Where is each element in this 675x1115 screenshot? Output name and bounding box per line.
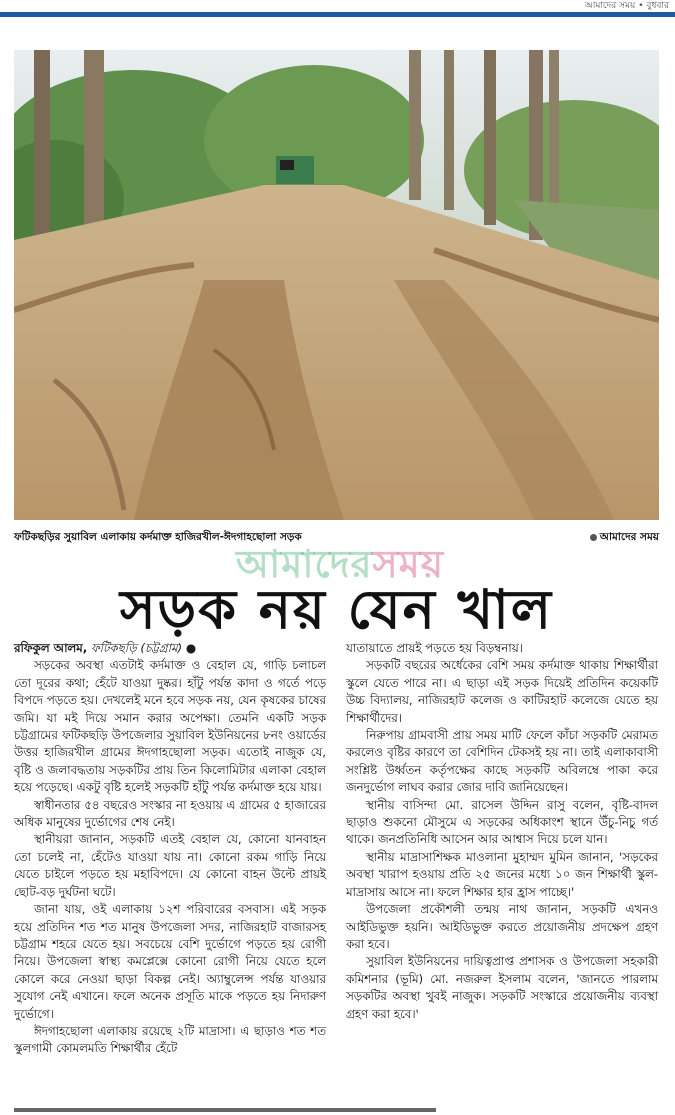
article-column-right bbox=[346, 640, 658, 1023]
paragraph: ঈদগাহছোলা এলাকায় রয়েছে ২টি মাদ্রাসা। এ ছাড়াও শত শত স্কুলগামী কোমলমতি শিক্ষার্থীর হেঁটে bbox=[14, 1023, 326, 1056]
paragraph: সড়কটি বছরের অর্ধেকের বেশি সময় কর্দমাক্ত থাকায় শিক্ষার্থীরা স্কুলে যেতে পারে না। এ ছাড়া এই সড়ক দিয়েই প্রতিদিন কয়েকটি উচ্চ বিদ্যালয়, নাজিরহাট কলেজ ও কাটিরহাট কলেজে যেতে হয় শিক্ষার্থীদের। bbox=[346, 658, 658, 725]
paragraph: স্থানীয় মাদ্রাসাশিক্ষক মাওলানা মুহাম্মদ মুমিন জানান, 'সড়কের অবস্থা খারাপ হওয়ায় প্রতি ২৫ জনের মধ্যে ১০ জন শিক্ষার্থী স্কুল-মাদ্রাসায় আসে না। ফলে শিক্ষার হার হ্রাস পাচ্ছে।' bbox=[346, 849, 658, 899]
byline-place: ফটিকছড়ি (চট্টগ্রাম) bbox=[90, 641, 183, 655]
paragraph: যাতায়াতে প্রায়ই পড়তে হয় বিড়ম্বনায়। bbox=[346, 641, 523, 655]
byline-author: রফিকুল আলম, bbox=[14, 641, 88, 655]
photo-caption: ফটিকছড়ির সুয়াবিল এলাকায় কর্দমাক্ত হাজিরখীল-ঈদগাহছোলা সড়ক bbox=[14, 531, 302, 543]
photo-credit bbox=[590, 530, 659, 547]
masthead-text: আমাদের সময় • বুধবার bbox=[584, 1, 669, 11]
paragraph: স্থানীয়রা জানান, সড়কটি এতই বেহাল যে, কোনো যানবাহন তো চলেই না, হেঁটেও যাওয়া যায় না। কোনো রকম গাড়ি নিয়ে যেতে চাইলে পড়তে হয় মহাবিপদে। যে কোনো বাহন উল্টে প্রায়ই ছোট-বড় দুর্ঘটনা ঘটে। bbox=[14, 832, 326, 899]
paragraph: সড়কের অবস্থা এতটাই কর্দমাক্ত ও বেহাল যে, গাড়ি চলাচল তো দূরের কথা; হেঁটে যাওয়া দুষ্কর। হাঁটু পর্যন্ত কাদা ও গর্তে পড়ে বিপদে পড়তে হয়। দেখলেই মনে হবে সড়ক নয়, যেন কৃষকের চাষের জমি। যা মই দিয়ে সমান করার অপেক্ষা। তেমনি একটি সড়ক চট্টগ্রামের ফটিকছড়ি উপজেলার সুয়াবিল ইউনিয়নের ৮নং ওয়ার্ডের উত্তর হাজিরখীল গ্রামের ঈদগাহছোলা সড়ক। এতোই নাজুক যে, বৃষ্টি ও জলাবদ্ধতায় সড়কটির প্রায় তিন কিলোমিটার এলাকা বেহাল হয়ে পড়েছে। একটু বৃষ্টি হলেই সড়কটি হাঁটু পর্যন্ত কর্দমাক্ত হয়ে যায়। bbox=[14, 658, 326, 795]
watermark-part2: সময় bbox=[372, 542, 445, 586]
article-column-left bbox=[14, 640, 326, 1058]
bullet-icon bbox=[590, 534, 597, 541]
masthead-bar bbox=[0, 0, 675, 18]
paragraph: স্থানীয় বাসিন্দা মো. রাসেল উদ্দিন রাসু বলেন, বৃষ্টি-বাদল ছাড়াও শুকনো মৌসুমে এ সড়কের অধিকাংশ স্থানে উঁচু-নিচু গর্ত থাকে। জনপ্রতিনিধি আসেন আর আশ্বাস দিয়ে চলে যান। bbox=[346, 797, 658, 847]
paragraph: সুয়াবিল ইউনিয়নের দায়িত্বপ্রাপ্ত প্রশাসক ও উপজেলা সহকারী কমিশনার (ভূমি) মো. নজরুল ইসলাম বলেন, 'জানতে পারলাম সড়কটির অবস্থা খুবই নাজুক। সড়কটি সংস্কারে প্রয়োজনীয় ব্যবস্থা গ্রহণ করা হবে।' bbox=[346, 954, 658, 1021]
photo-credit-text: আমাদের সময় bbox=[599, 531, 659, 543]
paragraph: উপজেলা প্রকৌশলী তন্ময় নাথ জানান, সড়কটি এখনও আইডিভুক্ত হয়নি। আইডিভুক্ত করতে প্রয়োজনীয় প্রদক্ষেপ গ্রহণ করা হবে। bbox=[346, 902, 658, 951]
muddy-road-photo bbox=[14, 50, 659, 520]
news-photo bbox=[14, 50, 659, 520]
paragraph: জানা যায়, ওই এলাকায় ১২শ পরিবারের বসবাস। এই সড়ক হয়ে প্রতিদিন শত শত মানুষ উপজেলা সদর, নাজিরহাট বাজারসহ চট্টগ্রাম শহরে যেতে হয়। সবচেয়ে বেশি দুর্ভোগে পড়তে হয় রোগী নিয়ে। উপজেলা স্বাস্থ্য কমপ্লেক্সে কোনো রোগী নিয়ে যেতে হলে কোলে করে নেওয়া ছাড়া বিকল্প নেই। অ্যাম্বুলেন্স পর্যন্ত যাওয়ার সুযোগ নেই এখানে। ফলে অনেক প্রসূতি মাকে পড়তে হয় নিদারুণ দুর্ভোগে। bbox=[14, 902, 326, 1021]
bottom-rule bbox=[14, 1108, 436, 1112]
watermark-part1: আমাদের bbox=[235, 542, 373, 586]
masthead-rule bbox=[0, 12, 675, 17]
headline: সড়ক নয় যেন খাল bbox=[119, 577, 554, 641]
paragraph: নিরুপায় গ্রামবাসী প্রায় সময় মাটি ফেলে কাঁচা সড়কটি মেরামত করলেও বৃষ্টির কারণে তা বেশিদিন টেকসই হয় না। তাই এলাকাবাসী সংশ্লিষ্ট উর্ধ্বতন কর্তৃপক্ষের কাছে সড়কটি অবিলম্বে পাকা করে জনদুর্ভোগ লাঘব করার জোর দাবি জানিয়েছেন। bbox=[346, 728, 658, 795]
paragraph: স্বাধীনতার ৫৪ বছরেও সংস্কার না হওয়ায় এ গ্রামের ৫ হাজারের অধিক মানুষের দুর্ভোগের শেষ নেই। bbox=[14, 797, 326, 830]
byline: রফিকুল আলম, ফটিকছড়ি (চট্টগ্রাম) ● bbox=[14, 641, 197, 655]
